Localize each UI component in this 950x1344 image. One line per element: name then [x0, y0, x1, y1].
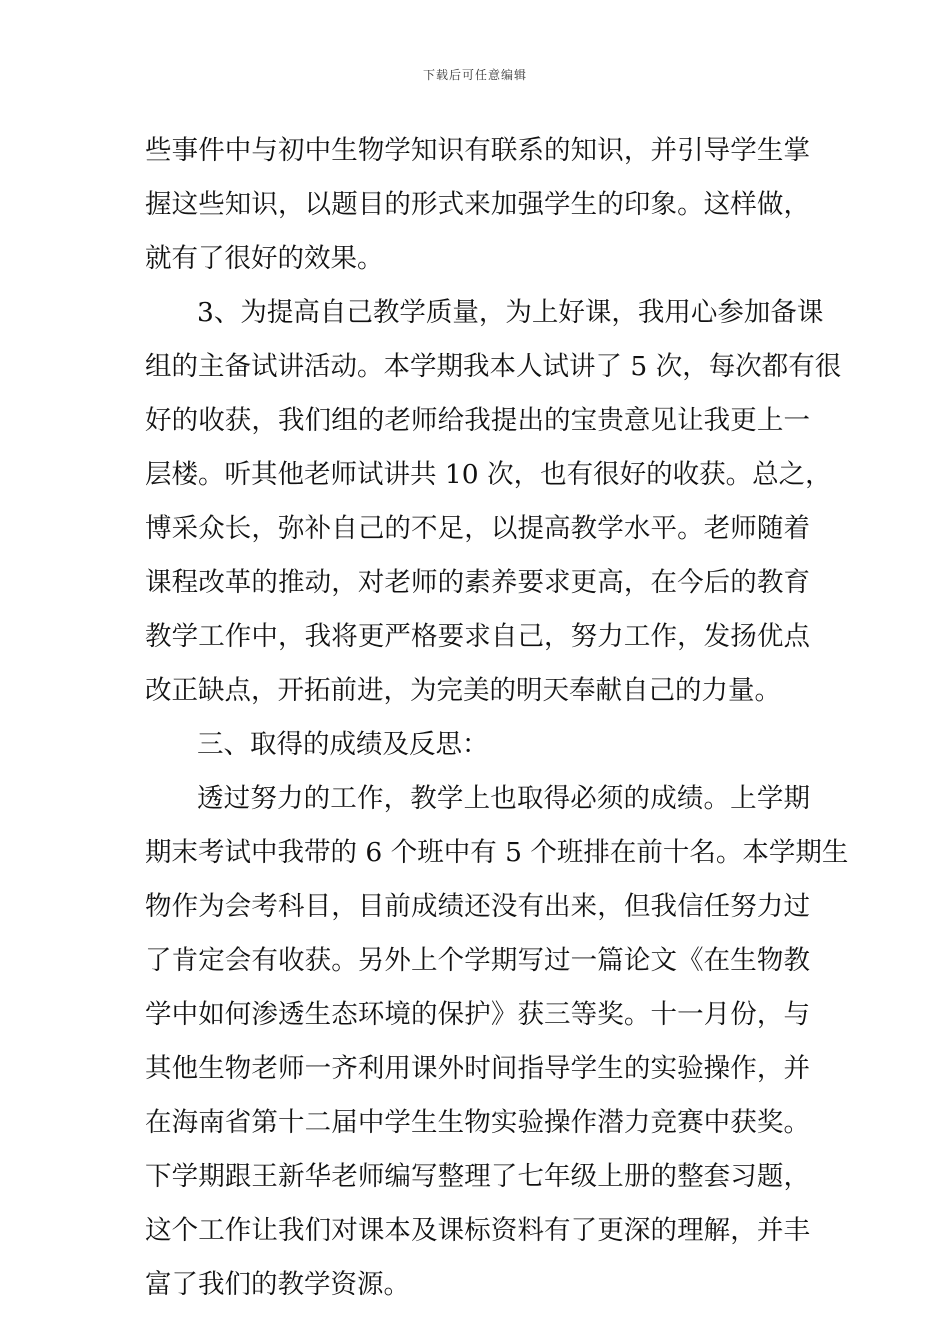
text-line: 学中如何渗透生态环境的保护》获三等奖。十一月份，与: [145, 999, 810, 1030]
text-line: 其他生物老师一齐利用课外时间指导学生的实验操作，并: [145, 1053, 810, 1084]
text-line: 物作为会考科目，目前成绩还没有出来，但我信任努力过: [145, 891, 810, 922]
text-line: 了肯定会有收获。另外上个学期写过一篇论文《在生物教: [145, 945, 810, 976]
text-line: 课程改革的推动，对老师的素养要求更高，在今后的教育: [145, 567, 810, 598]
text-line: 博采众长，弥补自己的不足，以提高教学水平。老师随着: [145, 513, 810, 544]
text-line: 三、取得的成绩及反思：: [197, 729, 489, 760]
page-header: 下载后可任意编辑: [422, 68, 527, 82]
text-line: 3、为提高自己教学质量，为上好课，我用心参加备课: [197, 297, 824, 328]
text-line: 好的收获，我们组的老师给我提出的宝贵意见让我更上一: [145, 405, 810, 436]
document-body: [145, 124, 849, 1312]
text-line: 这个工作让我们对课本及课标资料有了更深的理解，并丰: [145, 1215, 810, 1246]
text-line: 在海南省第十二届中学生生物实验操作潜力竞赛中获奖。: [145, 1107, 810, 1138]
text-line: 就有了很好的效果。: [145, 243, 384, 274]
text-line: 透过努力的工作，教学上也取得必须的成绩。上学期: [197, 783, 810, 814]
text-line: 层楼。听其他老师试讲共 10 次，也有很好的收获。总之，: [145, 459, 832, 490]
text-line: 改正缺点，开拓前进，为完美的明天奉献自己的力量。: [145, 675, 781, 706]
text-line: 些事件中与初中生物学知识有联系的知识，并引导学生掌: [145, 135, 810, 166]
text-line: 下学期跟王新华老师编写整理了七年级上册的整套习题，: [145, 1161, 810, 1192]
text-line: 教学工作中，我将更严格要求自己，努力工作，发扬优点: [145, 621, 810, 652]
text-line: 握这些知识，以题目的形式来加强学生的印象。这样做，: [145, 189, 810, 220]
text-line: 期末考试中我带的 6 个班中有 5 个班排在前十名。本学期生: [145, 837, 849, 868]
text-line: 富了我们的教学资源。: [145, 1269, 410, 1300]
text-line: 组的主备试讲活动。本学期我本人试讲了 5 次，每次都有很: [145, 351, 842, 382]
